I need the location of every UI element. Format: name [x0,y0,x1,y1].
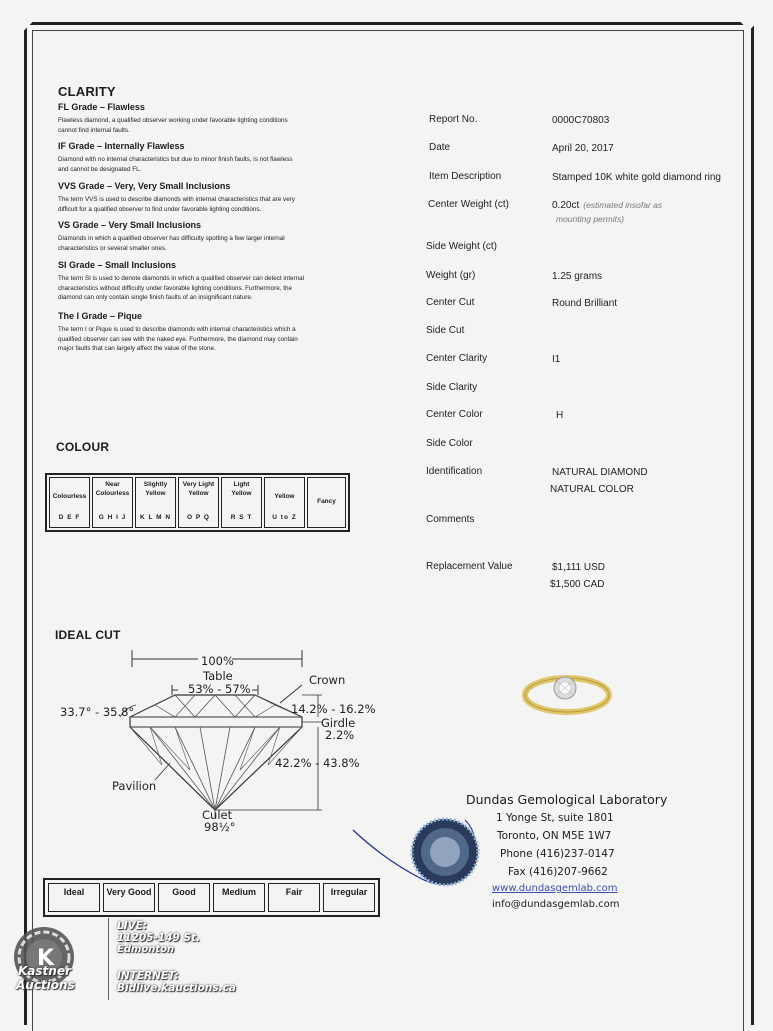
internet-label: INTERNET: [117,970,179,982]
colour-cell-grades: U to Z [272,513,297,521]
watermark-divider [108,918,109,1000]
cut-grade-table [43,878,380,917]
cut-grade-cell: Ideal [48,883,100,912]
report-value-text: NATURAL DIAMOND [552,467,648,478]
girdle-label: Girdle [321,716,356,730]
crown-angle-label: 33.7° - 35.8° [60,705,135,719]
total-width-label: 100% [201,654,234,668]
report-field-value: NATURAL COLOR [550,484,634,495]
colour-scale-cell [221,477,262,528]
clarity-grade-description: The term SI is used to denote diamonds in which a qualified observer can detect internal [58,275,305,282]
report-field-value [552,143,614,154]
report-field-label: Center Clarity [426,353,488,364]
report-field-value [552,271,602,282]
report-value-text: Round Brilliant [552,298,618,309]
lab-address-line1: 1 Yonge St, suite 1801 [496,812,614,824]
colour-heading: COLOUR [56,440,110,454]
cut-grade-cell: Medium [213,883,265,912]
clarity-grade-description: qualified observer can see with the naked eye. Furthermore, the diamond may contain [58,335,298,343]
cut-grade-cell: Very Good [103,883,155,912]
pavilion-label: Pavilion [112,779,157,793]
cut-grade-cell: Good [158,883,210,912]
cut-grade-cell: Irregular [323,883,375,912]
report-field-value [552,200,662,224]
colour-cell-name: Very Light Yellow [182,481,215,497]
clarity-grade-description: and cannot be designated FL. [58,165,142,173]
clarity-grade-title: VVS Grade – Very, Very Small Inclusions [58,181,231,191]
report-field-value [552,115,609,126]
pavilion-depth-label: 42.2% - 43.8% [275,756,360,770]
colour-scale-cell [264,477,305,528]
lab-website-link[interactable]: www.dundasgemlab.com [492,883,618,894]
cut-grade-cell: Fair [268,883,320,912]
clarity-grade-description: Diamond with no internal characteristics but due to minor finish faults, is not flawless [58,156,293,163]
report-field-label: Side Color [426,438,473,449]
clarity-grade-description: The term VVS is used to describe diamonds with internal characteristics that are very [58,196,295,203]
report-value-note: (estimated insofar as [583,200,663,210]
lab-phone: Phone (416)237-0147 [500,848,615,860]
colour-scale-cell [49,477,90,528]
report-field-value [552,172,721,183]
report-value-text: 0000C70803 [552,115,610,126]
report-field-label: Side Weight (ct) [426,241,497,252]
clarity-heading: CLARITY [58,84,116,99]
internet-site: Bidlive.kauctions.ca [117,982,236,994]
report-value-text: $1,111 USD [552,562,605,573]
colour-scale-cell [135,477,176,528]
live-label: LIVE: [117,920,148,932]
colour-cell-name: Near Colourless [95,481,130,497]
report-value-text: I1 [552,354,561,365]
colour-scale-cell [307,477,346,528]
clarity-grade-title: The I Grade – Pique [58,311,143,321]
culet-pct-label: 98½° [204,820,236,834]
clarity-grade-description: characteristics or several smaller ones. [58,244,167,252]
lab-address-line2: Toronto, ON M5E 1W7 [497,830,612,842]
clarity-grade-title: VS Grade – Very Small Inclusions [58,220,202,230]
report-field-label: Comments [426,514,475,525]
report-field-label: Identification [426,466,483,477]
clarity-grade-description: The term I or Pique is used to describe diamonds with internal characteristics which a [58,326,296,333]
report-field-label: Center Color [426,409,483,420]
report-field-label: Side Clarity [426,382,478,393]
colour-cell-grades: D E F [58,513,81,521]
clarity-grade-description: Flawless diamond, a qualified observer working under favorable lighting conditions [58,117,288,124]
clarity-grade-description: diamond can only contain single finish faults of an insignificant nature. [58,294,253,302]
lab-seal [345,800,505,900]
ideal-cut-heading: IDEAL CUT [55,628,121,642]
crown-height-label: 14.2% - 16.2% [291,702,376,716]
table-label: Table [203,669,233,683]
colour-cell-name: Yellow [274,493,295,500]
report-field-label: Center Cut [426,297,475,308]
kastner-brand-top: Kastner [18,964,71,978]
clarity-grade-description: cannot find internal faults. [58,126,130,134]
report-value-text: 1.25 grams [552,271,603,282]
report-field-value: $1,500 CAD [550,579,605,590]
clarity-grade-title: SI Grade – Small Inclusions [58,260,177,270]
report-field-label: Replacement Value [426,561,513,572]
report-field-label: Center Weight (ct) [428,199,509,210]
report-field-label: Date [429,142,451,153]
report-field-value [552,298,617,309]
kastner-brand-bottom: Auctions [16,978,75,992]
colour-cell-name: Light Yellow [231,481,252,497]
clarity-grade-description: major faults that can largely affect the value of the stone. [58,345,216,353]
colour-cell-grades: K L M N [139,513,172,521]
colour-cell-name: Colourless [52,493,87,500]
crown-label: Crown [309,673,346,687]
colour-scale-table [45,473,350,532]
report-value-note: mounting permits) [556,214,625,224]
kastner-k-letter: K [37,946,55,971]
table-range-label: 53% - 57% [188,682,251,696]
colour-scale-cell [178,477,219,528]
clarity-grade-title: IF Grade – Internally Flawless [58,141,185,151]
report-value-text: April 20, 2017 [552,143,614,154]
girdle-pct-label: 2.2% [325,728,355,742]
live-address-line1: 11205-149 St. [117,932,201,944]
report-field-label: Side Cut [426,325,465,336]
clarity-grade-description: difficult for a qualified observer to find under favorable lighting conditions. [58,205,262,213]
report-field-value [552,467,648,478]
culet-label: Culet [202,808,233,822]
lab-email: info@dundasgemlab.com [492,899,620,910]
report-value-text: 0.20ct [552,200,580,211]
lab-fax: Fax (416)207-9662 [508,866,608,878]
colour-cell-grades: R S T [230,513,253,521]
colour-cell-grades: O P Q [187,513,210,521]
report-field-value [552,354,560,365]
report-field-label: Weight (gr) [426,270,476,281]
clarity-grade-title: FL Grade – Flawless [58,102,145,112]
clarity-grade-description: Diamonds in which a qualified observer has difficulty spotting a few larger internal [58,235,285,242]
ring-photo [515,655,620,725]
colour-cell-name: Fancy [317,498,336,506]
report-value-text: Stamped 10K white gold diamond ring [552,172,721,183]
colour-scale-cell [92,477,133,528]
report-field-label: Item Description [429,171,502,182]
report-value-text: H [556,410,564,421]
report-field-value [552,562,605,573]
report-field-value [556,410,563,421]
lab-name: Dundas Gemological Laboratory [466,792,668,807]
colour-cell-grades: G H I J [98,513,127,521]
colour-cell-name: Slightly Yellow [143,481,168,497]
report-field-label: Report No. [429,114,478,125]
clarity-grade-description: characteristics without difficulty under favorable lighting conditions. Furthermore, the [58,284,293,292]
live-address-line2: Edmonton [117,944,175,955]
